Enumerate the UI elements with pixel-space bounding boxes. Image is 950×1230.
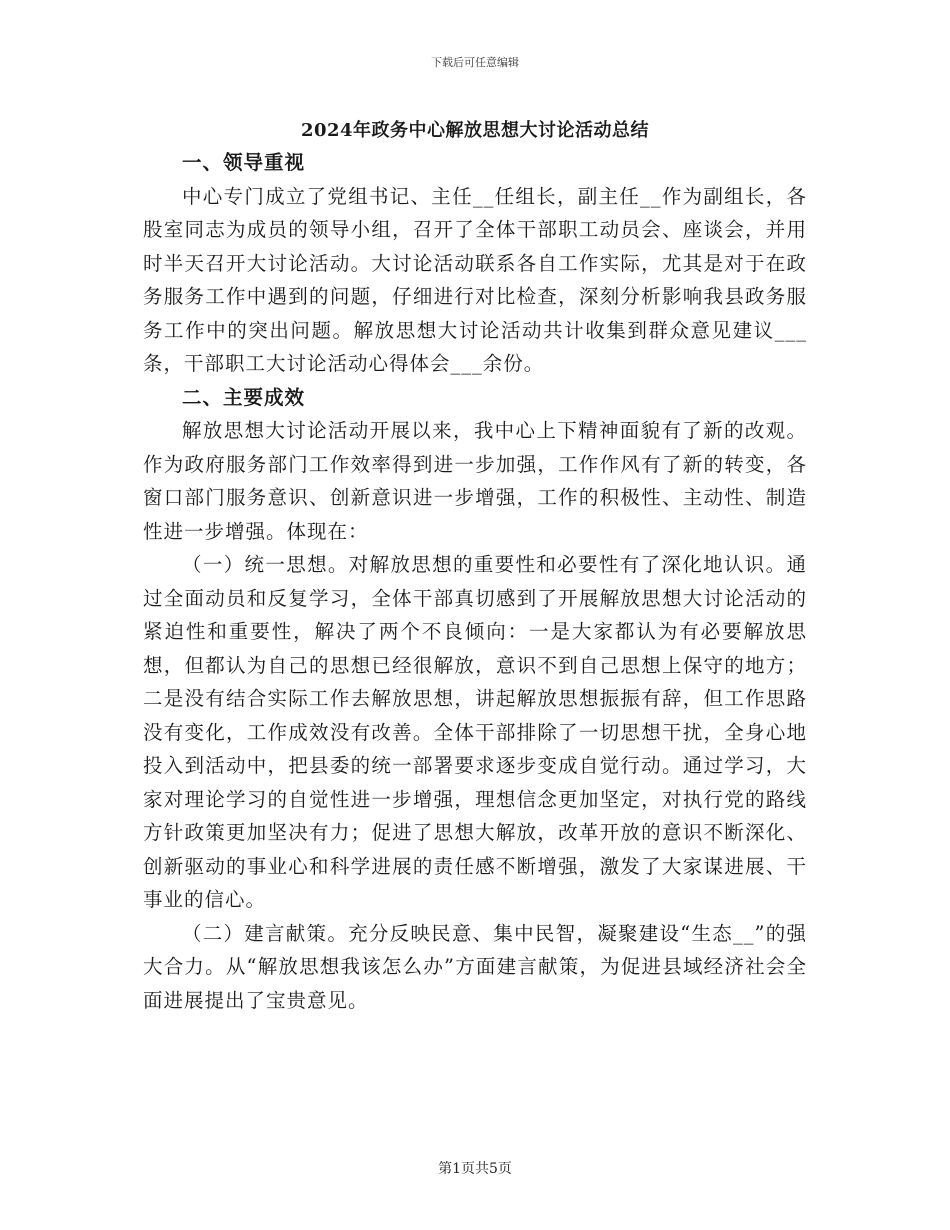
document-body [143, 146, 807, 1017]
paragraph: 解放思想大讨论活动开展以来，我中心上下精神面貌有了新的改观。作为政府服务部门工作效率得到进一步加强，工作作风有了新的转变，各窗口部门服务意识、创新意识进一步增强，工作的积极性、主动性、制造性进一步增强。体现在： [143, 419, 807, 543]
section-heading-leadership: 一、领导重视 [182, 151, 306, 174]
page-header-note: 下载后可任意编辑 [431, 56, 519, 69]
page-number: 第1页共5页 [438, 1161, 512, 1177]
paragraph: 中心专门成立了党组书记、主任__任组长，副主任__作为副组长，各股室同志为成员的领导小组，召开了全体干部职工动员会、座谈会，并用时半天召开大讨论活动。大讨论活动联系各自工作实际，尤其是对于在政务服务工作中遇到的问题，仔细进行对比检查，深刻分析影响我县政务服务工作中的突出问题。解放思想大讨论活动共计收集到群众意见建议___条，干部职工大讨论活动心得体会___余份。 [143, 184, 807, 375]
paragraph: （二）建言献策。充分反映民意、集中民智，凝聚建设“生态__”的强大合力。从“解放思想我该怎么办”方面建言献策，为促进县域经济社会全面进展提出了宝贵意见。 [143, 921, 807, 1012]
paragraph: （一）统一思想。对解放思想的重要性和必要性有了深化地认识。通过全面动员和反复学习，全体干部真切感到了开展解放思想大讨论活动的紧迫性和重要性，解决了两个不良倾向：一是大家都认为有必要解放思想，但都认为自己的思想已经很解放，意识不到自己思想上保守的地方；二是没有结合实际工作去解放思想，讲起解放思想振振有辞，但工作思路没有变化，工作成效没有改善。全体干部排除了一切思想干扰，全身心地投入到活动中，把县委的统一部署要求逐步变成自觉行动。通过学习，大家对理论学习的自觉性进一步增强，理想信念更加坚定，对执行党的路线方针政策更加坚决有力；促进了思想大解放，改革开放的意识不断深化、创新驱动的事业心和科学进展的责任感不断增强，激发了大家谋进展、干事业的信心。 [143, 553, 807, 911]
section-heading-results: 二、主要成效 [182, 385, 306, 409]
document-title: 2024年政务中心解放思想大讨论活动总结 [300, 120, 650, 141]
